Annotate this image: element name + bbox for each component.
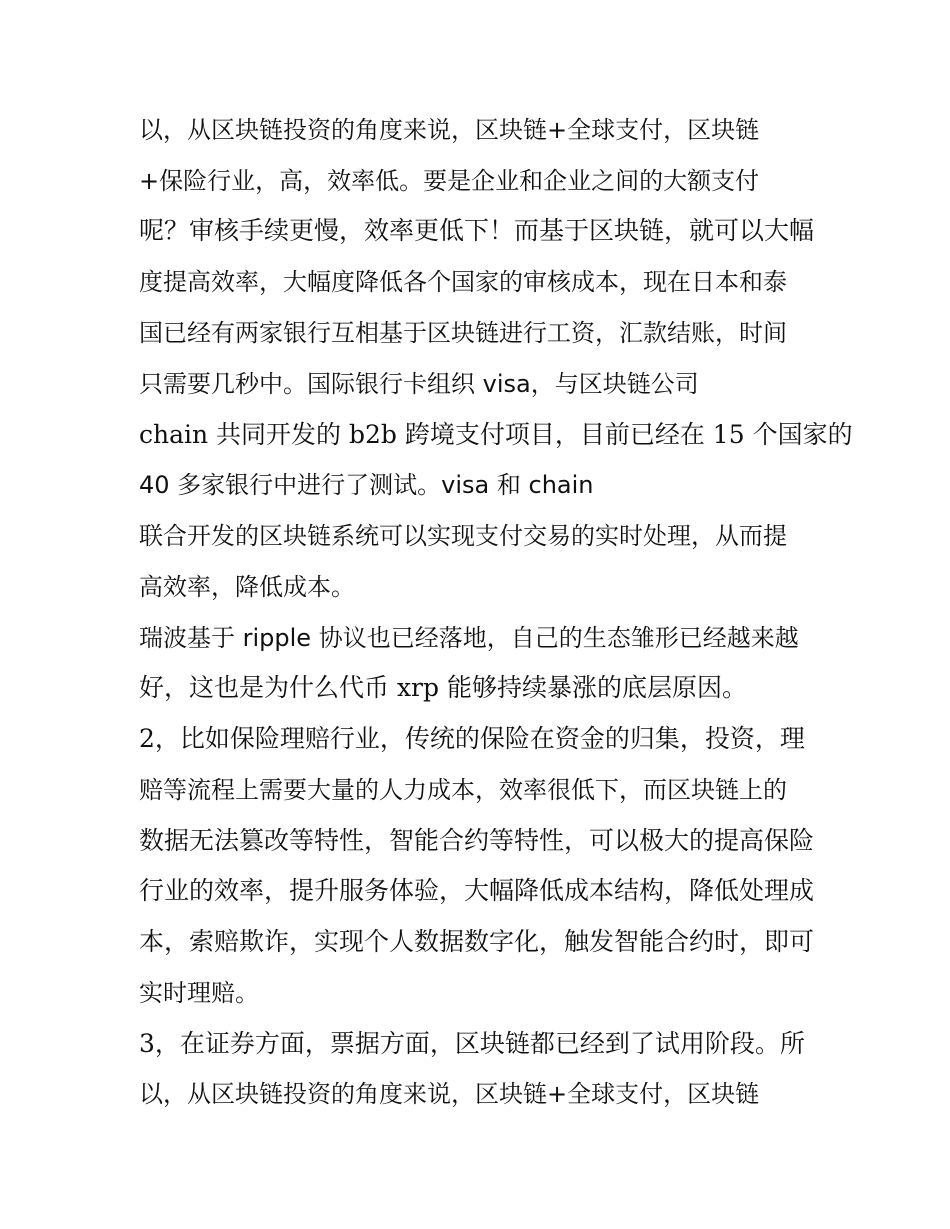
text-line: 以，从区块链投资的角度来说，区块链+全球支付，区块链 (139, 116, 760, 144)
text-line: 瑞波基于 ripple 协议也已经落地，自己的生态雏形已经越来越 (139, 624, 799, 652)
text-line: chain 共同开发的 b2b 跨境支付项目，目前已经在 15 个国家的 (139, 420, 853, 449)
text-line: 国已经有两家银行互相基于区块链进行工资，汇款结账，时间 (139, 319, 787, 347)
text-line: +保险行业，高，效率低。要是企业和企业之间的大额支付 (139, 167, 760, 195)
text-line: 好，这也是为什么代币 xrp 能够持续暴涨的底层原因。 (139, 673, 747, 702)
text-line: 本，索赔欺诈，实现个人数据数字化，触发智能合约时，即可 (139, 927, 815, 956)
text-line: 以，从区块链投资的角度来说，区块链+全球支付，区块链 (139, 1080, 760, 1108)
text-line: 高效率，降低成本。 (139, 573, 355, 601)
text-line: 40 多家银行中进行了测试。visa 和 chain (139, 471, 594, 499)
text-line: 呢？审核手续更慢，效率更低下！而基于区块链，就可以大幅 (139, 216, 815, 245)
text-line: 行业的效率，提升服务体验，大幅降低成本结构，降低处理成 (139, 876, 815, 905)
text-line: 度提高效率，大幅度降低各个国家的审核成本，现在日本和泰 (139, 268, 787, 296)
text-line: 联合开发的区块链系统可以实现支付交易的实时处理，从而提 (139, 522, 787, 550)
text-line: 2，比如保险理赔行业，传统的保险在资金的归集，投资，理 (139, 724, 805, 753)
text-line: 赔等流程上需要大量的人力成本，效率很低下，而区块链上的 (139, 776, 787, 804)
text-line: 数据无法篡改等特性，智能合约等特性，可以极大的提高保险 (139, 826, 815, 855)
text-line: 3，在证券方面，票据方面，区块链都已经到了试用阶段。所 (139, 1029, 805, 1058)
text-line: 只需要几秒中。国际银行卡组织 visa，与区块链公司 (139, 370, 699, 398)
text-line: 实时理赔。 (139, 979, 259, 1007)
